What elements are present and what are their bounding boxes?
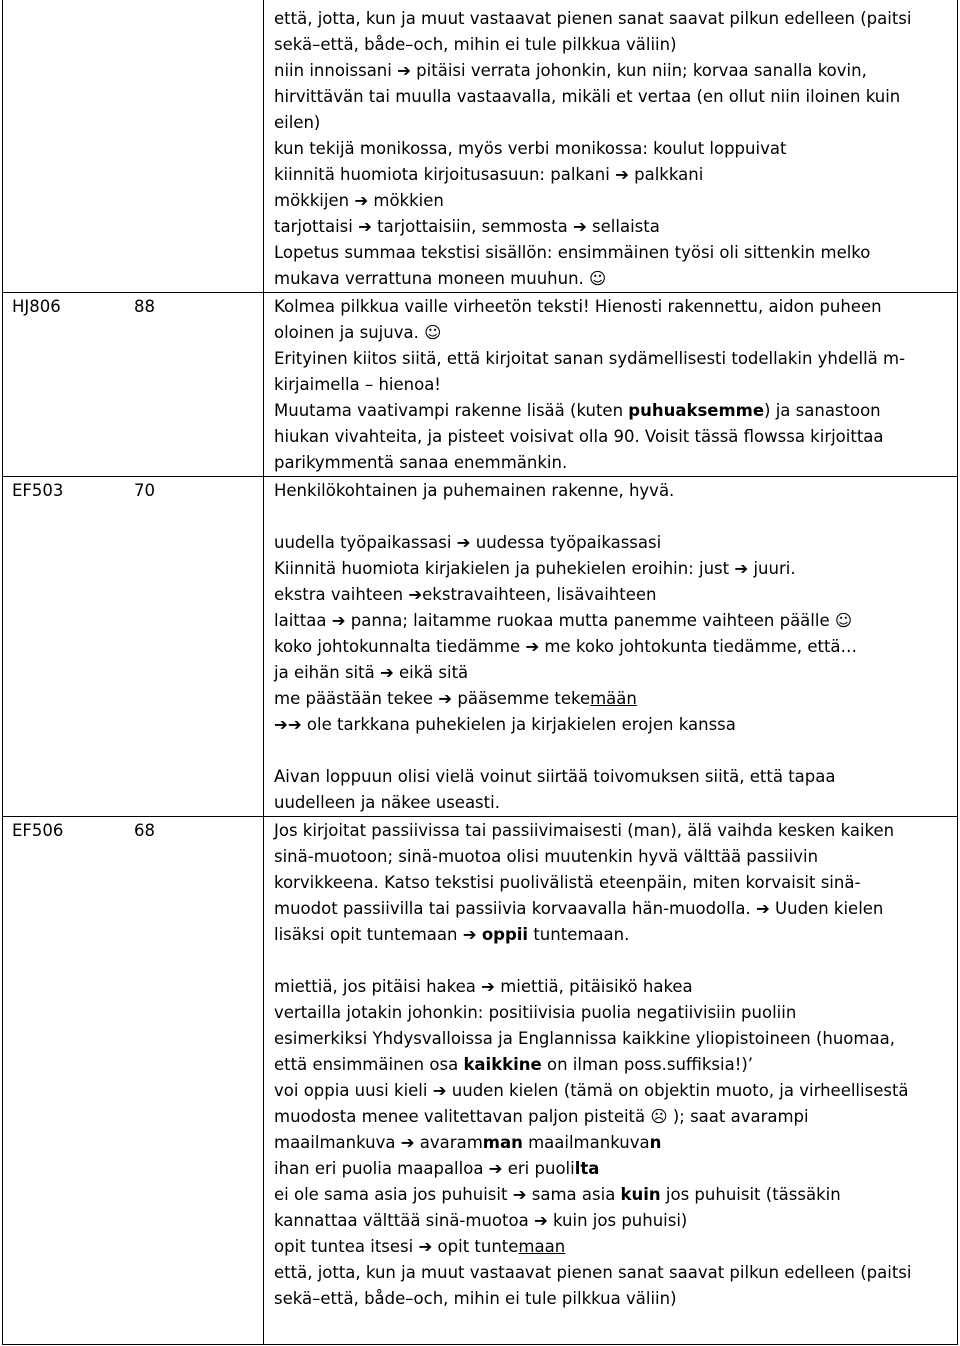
feedback-line: maailmankuva ➔ avaramman maailmankuvan (274, 1130, 661, 1156)
student-id: HJ806 (12, 297, 61, 316)
feedback-line: ➔➔ ole tarkkana puhekielen ja kirjakielen erojen kanssa (274, 712, 736, 738)
feedback-line: mökkijen ➔ mökkien (274, 188, 444, 214)
feedback-line: kirjaimella – hienoa! (274, 375, 441, 394)
feedback-line: että ensimmäinen osa kaikkine on ilman poss.suffiksia!)’ (274, 1055, 754, 1074)
feedback-line: miettiä, jos pitäisi hakea ➔ miettiä, pitäisikö hakea (274, 974, 693, 1000)
feedback-line: sekä–että, både–och, mihin ei tule pilkkua väliin) (274, 1289, 677, 1308)
feedback-line: laittaa ➔ panna; laitamme ruokaa mutta panemme vaihteen päälle ☺ (274, 608, 852, 634)
smiley-icon: ☺ (424, 323, 442, 342)
feedback-line: sinä-muotoon; sinä-muotoa olisi muutenkin hyvä välttää passiivin (274, 847, 819, 866)
arrow-icon: ➔ (287, 715, 302, 734)
arrow-icon: ➔ (438, 689, 453, 708)
smiley-icon: ☺ (589, 269, 607, 288)
arrow-icon: ➔ (456, 533, 471, 552)
feedback-line: uudelleen ja näkee useasti. (274, 793, 500, 812)
feedback-line: Kolmea pilkkua vaille virheetön teksti! Hienosti rakennettu, aidon puheen (274, 297, 882, 316)
arrow-icon: ➔ (432, 1081, 447, 1100)
frown-icon: ☹ (650, 1107, 668, 1126)
feedback-line: kiinnitä huomiota kirjoitusasuun: palkani ➔ palkkani (274, 162, 703, 188)
feedback-line: Henkilökohtainen ja puhemainen rakenne, hyvä. (274, 481, 675, 500)
arrow-icon: ➔ (462, 925, 477, 944)
feedback-line: me päästään tekee ➔ pääsemme tekemään (274, 686, 637, 712)
table-border-left (2, 0, 3, 1345)
feedback-line: tarjottaisi ➔ tarjottaisiin, semmosta ➔ sellaista (274, 214, 660, 240)
smiley-icon: ☺ (834, 611, 853, 630)
feedback-line: muodot passiivilla tai passiivia korvaavalla hän-muodolla. ➔ Uuden kielen (274, 896, 883, 922)
feedback-line: sekä–että, både–och, mihin ei tule pilkkua väliin) (274, 35, 677, 54)
feedback-line: kun tekijä monikossa, myös verbi monikossa: koulut loppuivat (274, 139, 787, 158)
table-border-right (957, 0, 958, 1345)
row-divider (2, 816, 958, 817)
feedback-line: ja eihän sitä ➔ eikä sitä (274, 660, 468, 686)
feedback-line: niin innoissani ➔ pitäisi verrata johonkin, kun niin; korvaa sanalla kovin, (274, 58, 867, 84)
feedback-line: ei ole sama asia jos puhuisit ➔ sama asia kuin jos puhuisit (tässäkin (274, 1182, 841, 1208)
feedback-line: koko johtokunnalta tiedämme ➔ me koko johtokunta tiedämme, että… (274, 634, 857, 660)
feedback-line: voi oppia uusi kieli ➔ uuden kielen (tämä on objektin muoto, ja virheellisestä (274, 1078, 909, 1104)
feedback-line: opit tuntea itsesi ➔ opit tuntemaan (274, 1234, 565, 1260)
arrow-icon: ➔ (533, 1211, 548, 1230)
feedback-line: Muutama vaativampi rakenne lisää (kuten puhuaksemme) ja sanastoon (274, 401, 881, 420)
arrow-icon: ➔ (734, 559, 749, 578)
arrow-icon: ➔ (512, 1185, 527, 1204)
arrow-icon: ➔ (274, 715, 288, 734)
feedback-line: ekstra vaihteen ➔ekstravaihteen, lisävaihteen (274, 582, 656, 608)
feedback-line: muodosta menee valitettavan paljon pisteitä ☹ ); saat avarampi (274, 1107, 809, 1126)
arrow-icon: ➔ (418, 1237, 433, 1256)
arrow-icon: ➔ (400, 1133, 415, 1152)
feedback-line: eilen) (274, 113, 321, 132)
row-divider (2, 476, 958, 477)
arrow-icon: ➔ (615, 165, 629, 184)
arrow-icon: ➔ (379, 663, 394, 682)
arrow-icon: ➔ (755, 899, 770, 918)
feedback-line: parikymmentä sanaa enemmänkin. (274, 453, 568, 472)
arrow-icon: ➔ (358, 217, 372, 236)
feedback-line: hirvittävän tai muulla vastaavalla, mikäli et vertaa (en ollut niin iloinen kuin (274, 87, 901, 106)
feedback-line: että, jotta, kun ja muut vastaavat pienen sanat saavat pilkun edelleen (paitsi (274, 9, 912, 28)
feedback-line: Lopetus summaa tekstisi sisällön: ensimmäinen työsi oli sittenkin melko (274, 243, 871, 262)
feedback-line: vertailla jotakin johonkin: positiivisia puolia negatiivisiin puoliin (274, 1003, 797, 1022)
feedback-line: korvikkeena. Katso tekstisi puolivälistä eteenpäin, miten korvaisit sinä- (274, 873, 861, 892)
feedback-line: uudella työpaikassasi ➔ uudessa työpaikassasi (274, 530, 661, 556)
row-divider (2, 292, 958, 293)
table-border-bottom (2, 1344, 958, 1345)
arrow-icon: ➔ (525, 637, 540, 656)
student-id: EF503 (12, 481, 64, 500)
feedback-line: Aivan loppuun olisi vielä voinut siirtää toivomuksen siitä, että tapaa (274, 767, 836, 786)
score: 68 (134, 821, 155, 840)
feedback-line: Erityinen kiitos siitä, että kirjoitat sanan sydämellisesti todellakin yhdellä m- (274, 349, 906, 368)
score: 88 (134, 297, 155, 316)
feedback-line: mukava verrattuna moneen muuhun. ☺ (274, 269, 607, 288)
feedback-line: kannattaa välttää sinä-muotoa ➔ kuin jos puhuisi) (274, 1208, 687, 1234)
score: 70 (134, 481, 155, 500)
feedback-line: lisäksi opit tuntemaan ➔ oppii tuntemaan. (274, 922, 629, 948)
arrow-icon: ➔ (481, 977, 495, 996)
arrow-icon: ➔ (408, 585, 423, 604)
arrow-icon: ➔ (572, 217, 587, 236)
feedback-line: ihan eri puolia maapalloa ➔ eri puolilta (274, 1156, 599, 1182)
arrow-icon: ➔ (488, 1159, 503, 1178)
feedback-line: Kiinnitä huomiota kirjakielen ja puhekielen eroihin: just ➔ juuri. (274, 556, 796, 582)
table-column-divider (263, 0, 264, 1345)
arrow-icon: ➔ (331, 611, 346, 630)
arrow-icon: ➔ (354, 191, 369, 210)
feedback-line: oloinen ja sujuva. ☺ (274, 323, 442, 342)
feedback-line: esimerkiksi Yhdysvalloissa ja Englannissa kaikkine yliopistoineen (huomaa, (274, 1029, 895, 1048)
arrow-icon: ➔ (397, 61, 411, 80)
feedback-line: hiukan vivahteita, ja pisteet voisivat olla 90. Voisit tässä flowssa kirjoittaa (274, 427, 884, 446)
student-id: EF506 (12, 821, 64, 840)
feedback-line: että, jotta, kun ja muut vastaavat pienen sanat saavat pilkun edelleen (paitsi (274, 1263, 912, 1282)
feedback-line: Jos kirjoitat passiivissa tai passiivimaisesti (man), älä vaihda kesken kaiken (274, 821, 895, 840)
